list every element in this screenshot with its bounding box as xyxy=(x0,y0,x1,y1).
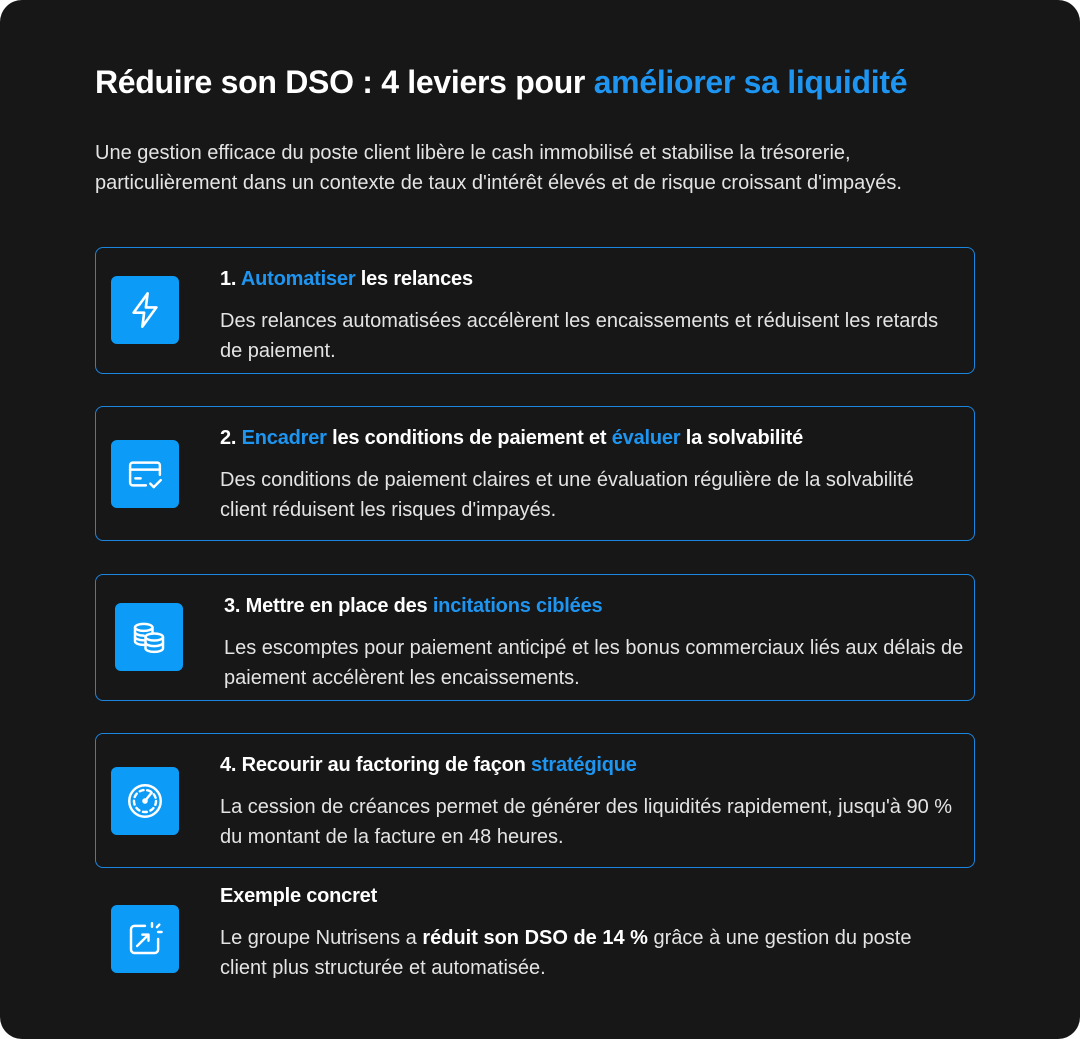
lever-text-3: Les escomptes pour paiement anticipé et les bonus commerciaux liés aux délais de paiement accélèrent les encaissements. xyxy=(224,637,964,689)
credit-card-check-icon xyxy=(111,440,179,508)
intro-paragraph: Une gestion efficace du poste client libère le cash immobilisé et stabilise la trésorerie, particulièrement dans un contexte de taux d'intérêt élevés et de risque croissant d'impayés. xyxy=(95,142,902,194)
lever-title-3: 3. Mettre en place des incitations ciblées xyxy=(224,595,603,617)
lightning-icon xyxy=(111,276,179,344)
lever-text-1: Des relances automatisées accélèrent les encaissements et réduisent les retards de paiement. xyxy=(220,310,939,362)
growth-chart-icon xyxy=(111,905,179,973)
example-title: Exemple concret xyxy=(220,885,378,907)
example-highlight: réduit son DSO de 14 % xyxy=(422,927,648,949)
page-title xyxy=(95,64,907,101)
lever-title-1: 1. Automatiser les relances xyxy=(220,268,473,290)
lever-title-2: 2. Encadrer les conditions de paiement et évaluer la solvabilité xyxy=(220,427,803,449)
lever-title-4: 4. Recourir au factoring de façon stratégique xyxy=(220,754,637,776)
title-prefix: Réduire son DSO : 4 leviers pour xyxy=(95,64,594,100)
lever-text-4: La cession de créances permet de générer des liquidités rapidement, jusqu'à 90 % du montant de la facture en 48 heures. xyxy=(220,796,953,848)
example-block xyxy=(95,872,975,1002)
lever-card-3 xyxy=(95,574,975,701)
example-text: Le groupe Nutrisens a réduit son DSO de 14 % grâce à une gestion du poste client plus structurée et automatisée. xyxy=(220,927,912,979)
lever-card-1 xyxy=(95,247,975,374)
title-accent: améliorer sa liquidité xyxy=(593,64,908,100)
coins-icon xyxy=(115,603,183,671)
lever-card-2 xyxy=(95,406,975,541)
speedometer-icon xyxy=(111,767,179,835)
lever-card-4 xyxy=(95,733,975,868)
lever-text-2: Des conditions de paiement claires et une évaluation régulière de la solvabilité client réduisent les risques d'impayés. xyxy=(220,469,914,521)
